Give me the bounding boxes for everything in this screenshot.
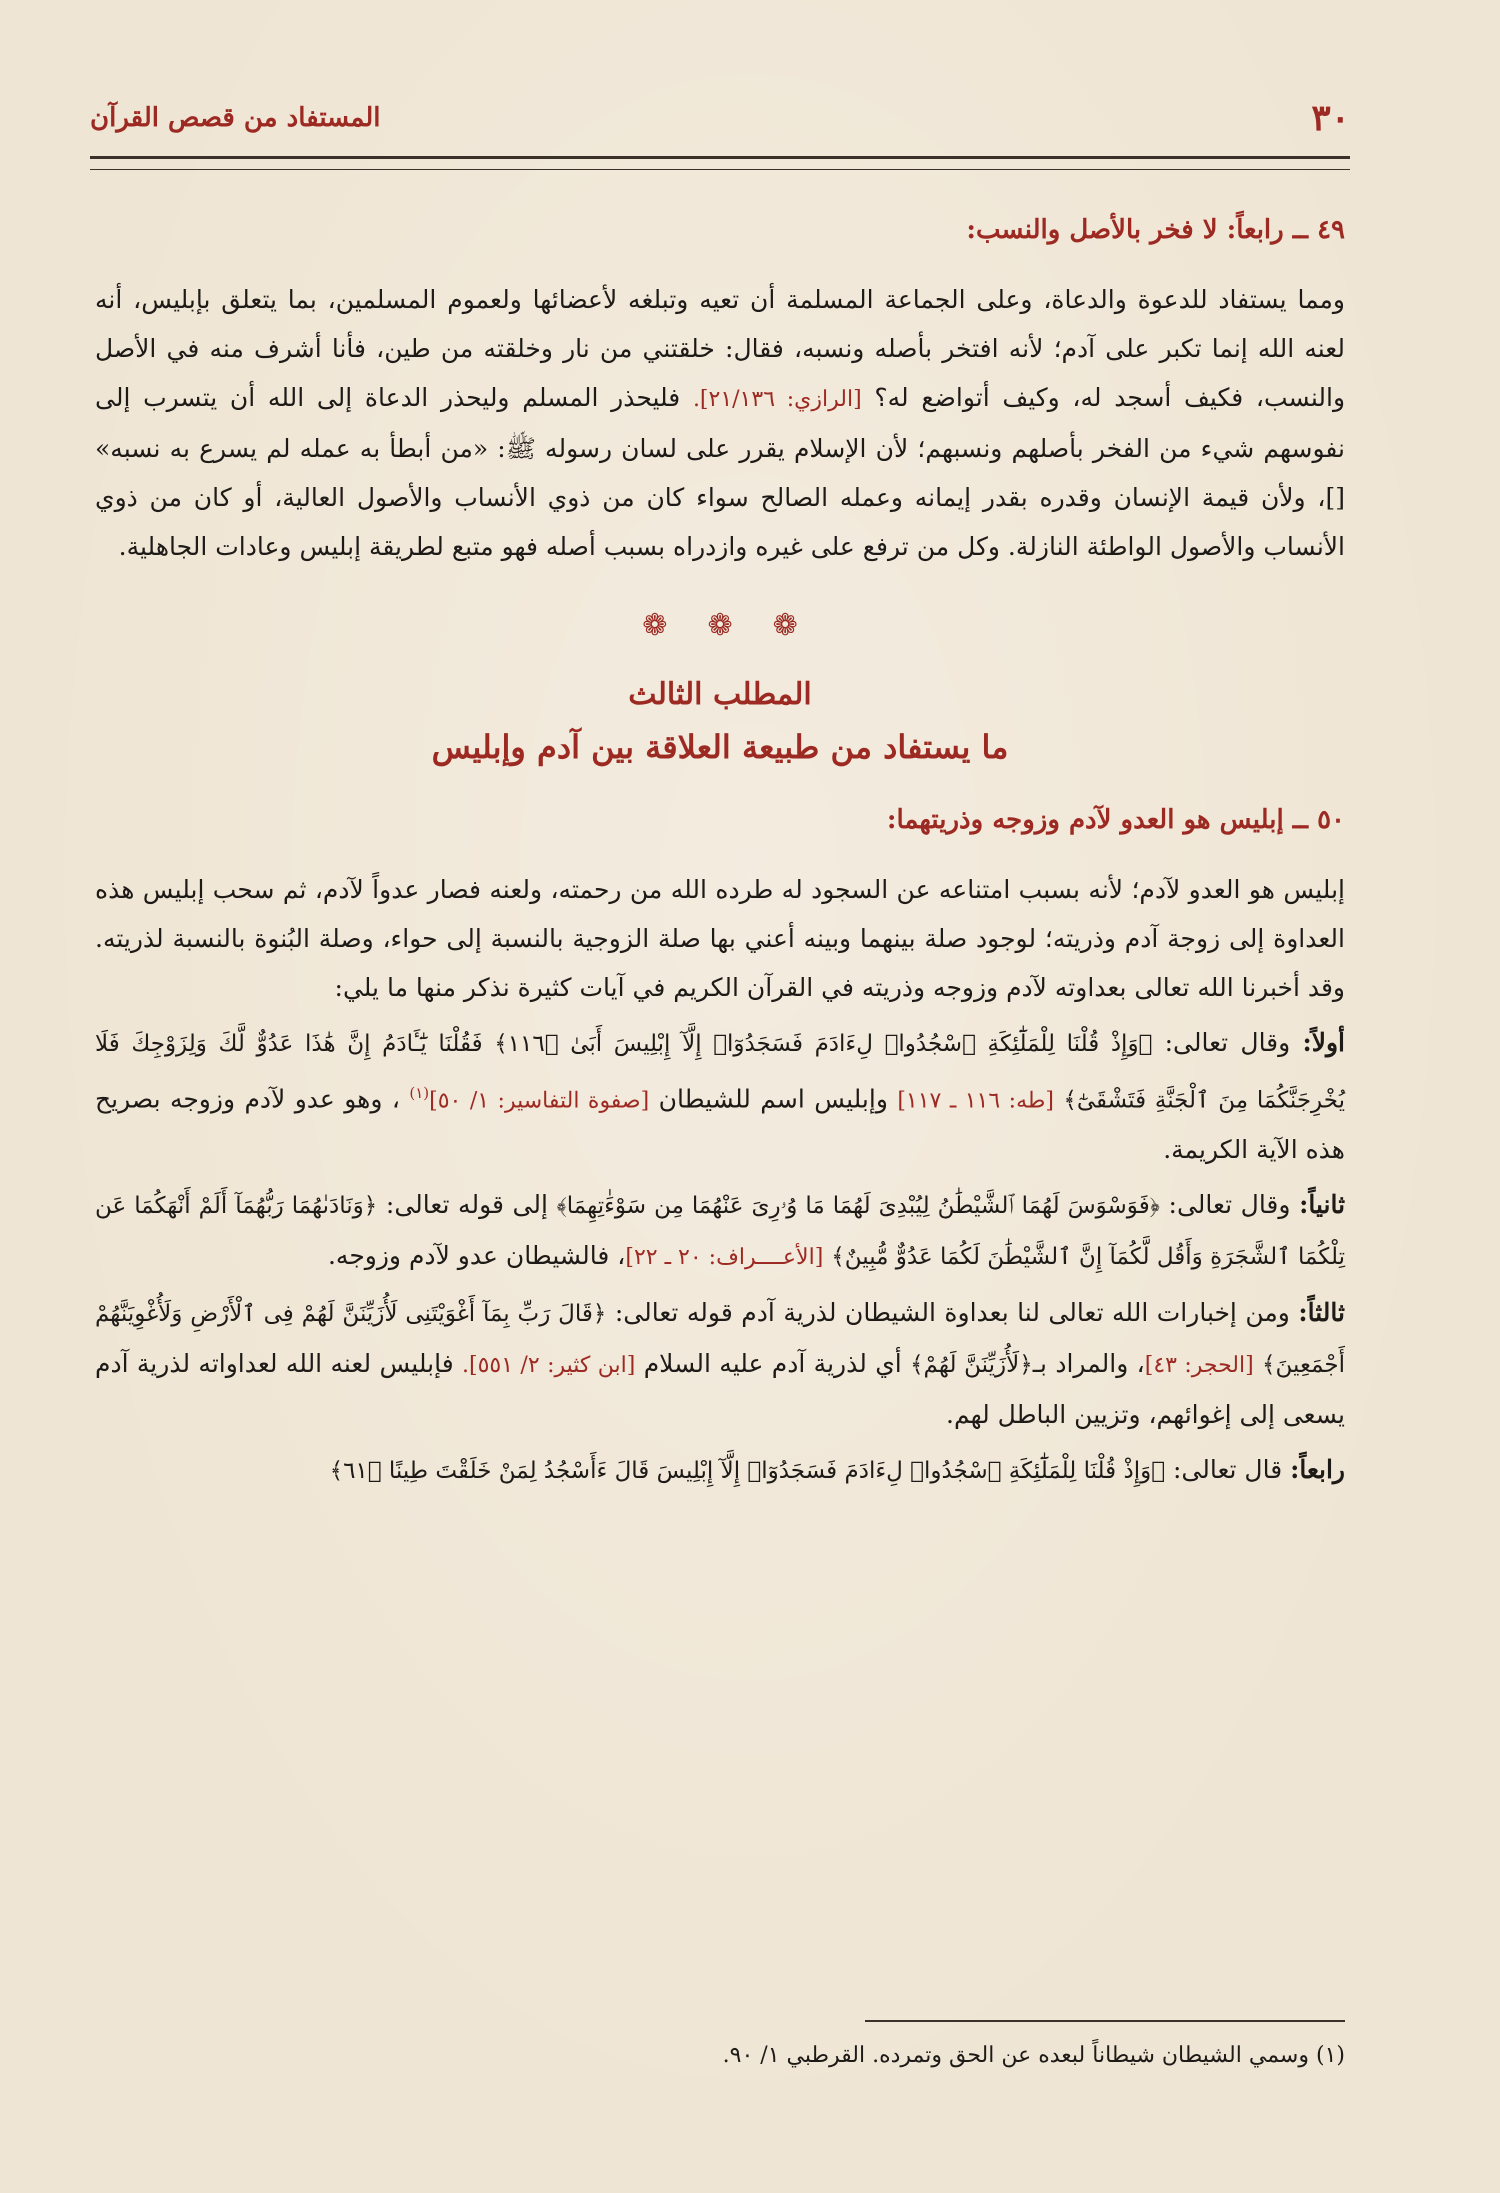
footnote-number: (١) <box>1315 2043 1345 2068</box>
footnote-marker: (١) <box>409 1084 430 1102</box>
page-header <box>90 88 1350 148</box>
section-49-paragraph <box>95 275 1345 571</box>
point-first-text-3: ، وهو عدو لآدم وزوجه بصريح هذه الآية الكريمة. <box>95 1084 1345 1165</box>
section-49-heading: ٤٩ ــ رابعاً: لا فخر بالأصل والنسب: <box>966 215 1345 245</box>
footnote <box>95 2038 1345 2074</box>
divider-star-icon: ❁ <box>707 608 733 643</box>
section-49-text-tail: فليحذر المسلم وليحذر الدعاة إلى الله أن يتسرب إلى نفوسهم شيء من الفخر بأصلهم ونسبهم؛ لأن الإسلام يقرر على لسان رسوله ﷺ: «من أبطأ به عمله لم يسرع به نسبه» []، ولأن قيمة الإنسان وقدره بقدر إيمانه وعمله الصالح سواء كان من ذوي الأنساب والأصول العالية، أو كان من ذوي الأنساب والأصول الواطئة النازلة. وكل من ترفع على غيره وازدراه بسبب أصله فهو متبع لطريقة إبليس وعادات الجاهلية. <box>95 383 1345 561</box>
point-first-text: وقال تعالى: <box>1164 1028 1291 1057</box>
section-label: المطلب الثالث <box>628 677 812 712</box>
divider-star-icon: ❁ <box>642 608 668 643</box>
quran-verse: ﴿وَنَادَىٰهُمَا رَبُّهُمَآ أَلَمْ أَنْهَكُمَا عَن تِلْكُمَا ٱلشَّجَرَةِ وَأَقُل لَّكُمَآ إِنَّ ٱلشَّيْطَٰنَ لَكُمَا عَدُوٌّ مُّبِينٌ﴾ <box>95 1193 1345 1271</box>
header-rule <box>90 156 1350 170</box>
razi-reference: [الرازي: ٢١/١٣٦]. <box>692 387 862 412</box>
point-third-text-3: أي لذرية آدم عليه السلام <box>643 1349 902 1379</box>
point-fourth <box>95 1445 1345 1496</box>
tafsir-reference: [صفوة التفاسير: ١/ ٥٠] <box>429 1088 650 1114</box>
point-second <box>95 1180 1345 1282</box>
footnote-rule <box>865 2020 1345 2022</box>
point-second-text-3: ، فالشيطان عدو لآدم وزوجه. <box>327 1241 626 1271</box>
divider-star-icon: ❁ <box>772 608 798 643</box>
point-first-label: أولاً: <box>1302 1028 1345 1057</box>
surah-reference: [الحجر: ٤٣] <box>1144 1353 1254 1379</box>
point-third-text-2: ، والمراد بـ <box>1032 1349 1145 1379</box>
section-49-text: ومما يستفاد للدعوة والدعاة، وعلى الجماعة المسلمة أن تعيه وتبلغه لأعضائها ولعموم المسلمين، بما يتعلق بإبليس، أنه لعنه الله إنما تكبر على آدم؛ لأنه افتخر بأصله ونسبه، فقال: خلقتني من نار وخلقته من طين، فأنا أشرف منه في الأصل والنسب، فكيف أسجد له، وكيف أتواضع له؟ <box>95 285 1346 412</box>
point-fourth-text: قال تعالى: <box>1172 1455 1283 1485</box>
point-third-label: ثالثاً: <box>1298 1298 1345 1328</box>
section-50-intro: إبليس هو العدو لآدم؛ لأنه بسبب امتناعه عن السجود له طرده الله من رحمته، ولعنه فصار عدواً لآدم، ثم سحب إبليس هذه العداوة إلى زوجة آدم وذريته؛ لوجود صلة بينهما وبينه أعني بها صلة الزوجية بالنسبة إلى حواء، وصلة البُنوة بالنسبة لذريته. وقد أخبرنا الله تعالى بعداوته لآدم وزوجه وذريته في القرآن الكريم في آيات كثيرة نذكر منها ما يلي: <box>95 875 1345 1002</box>
surah-reference: [الأعــــراف: ٢٠ ـ ٢٢] <box>625 1245 824 1271</box>
quran-verse: ﴿وَإِذْ قُلْنَا لِلْمَلَٰٓئِكَةِ ٱسْجُدُوا۟ لِءَادَمَ فَسَجَدُوٓا۟ إِلَّآ إِبْلِيسَ قَالَ ءَأَسْجُدُ لِمَنْ خَلَقْتَ طِينًا ﴿٦١﴾ <box>329 1458 1165 1485</box>
point-third-text: ومن إخبارات الله تعالى لنا بعداوة الشيطان لذرية آدم قوله تعالى: <box>614 1298 1290 1328</box>
quran-verse: ﴿وَإِذْ قُلْنَا لِلْمَلَٰٓئِكَةِ ٱسْجُدُوا۟ لِءَادَمَ فَسَجَدُوٓا۟ إِلَّآ إِبْلِيسَ أَبَىٰ ﴿١١٦﴾ فَقُلْنَا يَٰٓـَٔادَمُ إِنَّ هَٰذَا عَدُوٌّ لَّكَ وَلِزَوْجِكَ فَلَا يُخْرِجَنَّكُمَا مِنَ ٱلْجَنَّةِ فَتَشْقَىٰٓ﴾ <box>95 1031 1345 1114</box>
quran-verse: ﴿فَوَسْوَسَ لَهُمَا ٱلشَّيْطَٰنُ لِيُبْدِىَ لَهُمَا مَا وُۥرِىَ عَنْهُمَا مِن سَوْءَٰتِهِمَا﴾ <box>556 1193 1160 1220</box>
quran-verse: ﴿لَأُزَيِّنَنَّ لَهُمْ﴾ <box>910 1352 1033 1379</box>
surah-reference: [طه: ١١٦ ـ ١١٧] <box>897 1088 1054 1114</box>
point-first-text-2: وإبليس اسم للشيطان <box>658 1084 888 1114</box>
ibn-kathir-reference: [ابن كثير: ٢/ ٥٥١]. <box>462 1353 636 1379</box>
section-title: ما يستفاد من طبيعة العلاقة بين آدم وإبليس <box>431 728 1009 766</box>
point-first <box>95 1018 1345 1174</box>
point-third <box>95 1288 1345 1439</box>
footnote-text: وسمي الشيطان شيطاناً لبعده عن الحق وتمرده. القرطبي ١/ ٩٠. <box>722 2043 1309 2068</box>
section-divider <box>95 601 1345 650</box>
section-50-heading: ٥٠ ــ إبليس هو العدو لآدم وزوجه وذريتهما: <box>886 805 1345 835</box>
quran-verse: ﴿قَالَ رَبِّ بِمَآ أَغْوَيْتَنِى لَأُزَيِّنَنَّ لَهُمْ فِى ٱلْأَرْضِ وَلَأُغْوِيَنَّهُمْ أَجْمَعِينَ﴾ <box>95 1301 1345 1379</box>
point-fourth-label: رابعاً: <box>1290 1455 1345 1485</box>
point-third-text-4: فإبليس لعنه الله لعداواته لذرية آدم يسعى إلى إغوائهم، وتزيين الباطل لهم. <box>95 1349 1345 1430</box>
point-second-label: ثانياً: <box>1299 1190 1346 1220</box>
page-number: ٣٠ <box>1311 97 1350 139</box>
point-second-text-2: إلى قوله تعالى: <box>385 1190 548 1220</box>
main-content <box>95 200 1345 1502</box>
running-title: المستفاد من قصص القرآن <box>90 103 381 133</box>
point-second-text: وقال تعالى: <box>1168 1190 1291 1220</box>
